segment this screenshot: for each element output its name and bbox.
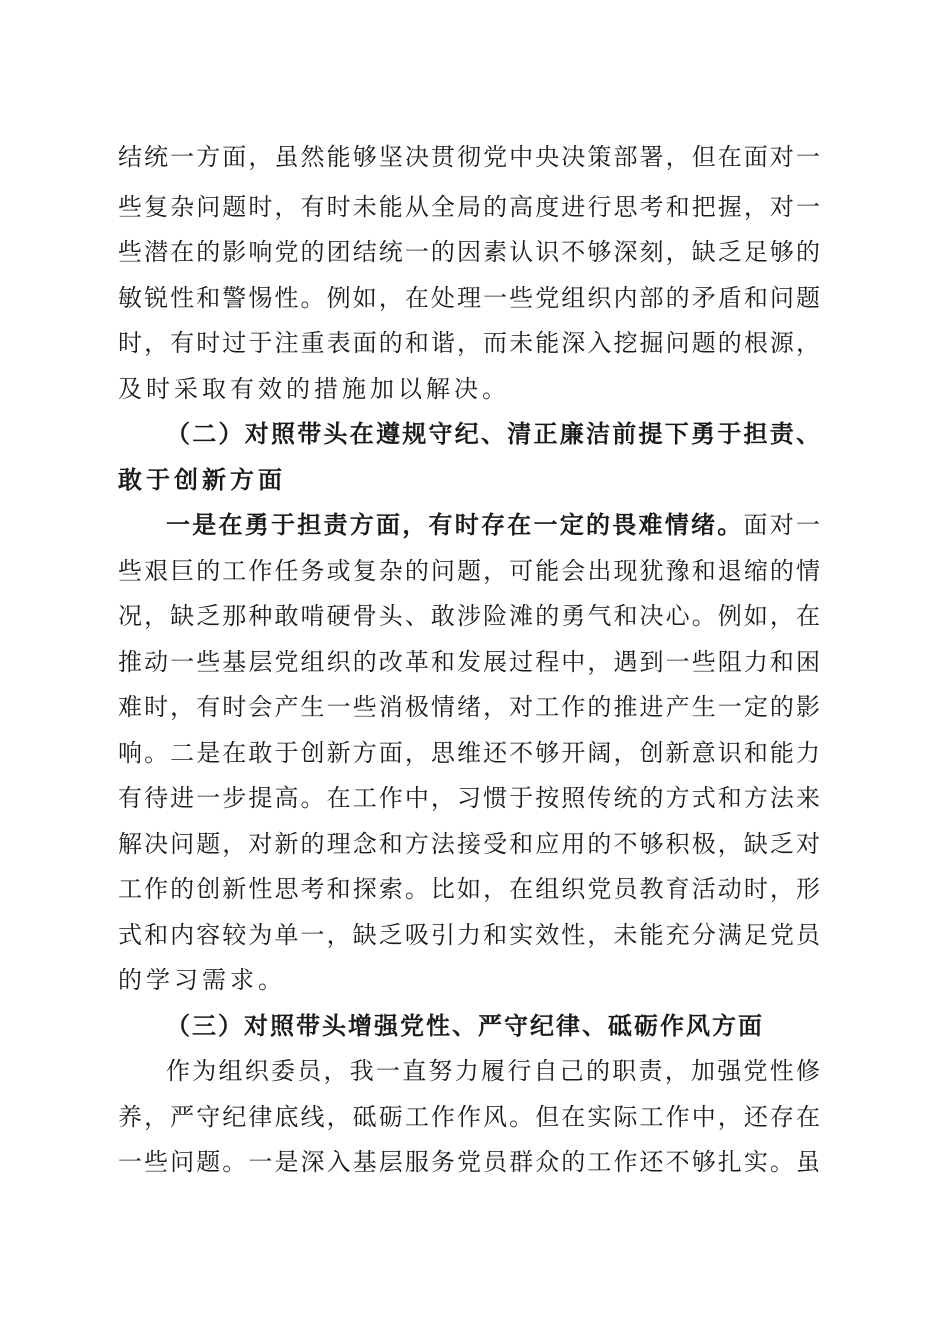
paragraph-2-line-8: 解决问题，对新的理念和方法接受和应用的不够积极，缺乏对 [118,830,820,858]
paragraph-2-line-2: 些艰巨的工作任务或复杂的问题，可能会出现犹豫和退缩的情 [118,557,820,585]
paragraph-2-line-10: 式和内容较为单一，缺乏吸引力和实效性，未能充分满足党员 [118,921,820,949]
paragraph-1-line-4: 敏锐性和警惕性。例如，在处理一些党组织内部的矛盾和问题 [118,284,820,312]
paragraph-2-line-1-rest: 面对一 [743,511,820,539]
paragraph-2-line-3: 况，缺乏那种敢啃硬骨头、敢涉险滩的勇气和决心。例如，在 [118,602,820,630]
paragraph-2-line-6: 响。二是在敢于创新方面，思维还不够开阔，创新意识和能力 [118,739,820,767]
paragraph-3-line-1: 作为组织委员，我一直努力履行自己的职责，加强党性修 [166,1057,820,1085]
paragraph-1-line-2: 些复杂问题时，有时未能从全局的高度进行思考和把握，对一 [118,193,820,221]
paragraph-1-line-5: 时，有时过于注重表面的和谐，而未能深入挖掘问题的根源， [118,329,820,357]
paragraph-2-line-5: 难时，有时会产生一些消极情绪，对工作的推进产生一定的影 [118,693,820,721]
paragraph-2-line-9: 工作的创新性思考和探索。比如，在组织党员教育活动时，形 [118,875,820,903]
paragraph-2-lead-sentence: 一是在勇于担责方面，有时存在一定的畏难情绪。 [166,510,744,539]
section-heading-2-line-2: 敢于创新方面 [118,465,286,494]
paragraph-2-line-1 [166,505,820,545]
paragraph-3-line-2: 养，严守纪律底线，砥砺工作作风。但在实际工作中，还存在 [118,1103,820,1131]
paragraph-1-line-6: 及时采取有效的措施加以解决。 [118,375,510,403]
section-heading-3: （三）对照带头增强党性、严守纪律、砥砺作风方面 [166,1011,764,1040]
paragraph-2-line-7: 有待进一步提高。在工作中，习惯于按照传统的方式和方法来 [118,784,820,812]
paragraph-2-line-11: 的学习需求。 [118,966,286,994]
section-heading-2-line-1: （二）对照带头在遵规守纪、清正廉洁前提下勇于担责、 [166,419,820,448]
paragraph-1-line-3: 些潜在的影响党的团结统一的因素认识不够深刻，缺乏足够的 [118,238,820,266]
paragraph-3-line-3: 一些问题。一是深入基层服务党员群众的工作还不够扎实。虽 [118,1148,820,1176]
paragraph-1-line-1: 结统一方面，虽然能够坚决贯彻党中央决策部署，但在面对一 [118,143,820,171]
paragraph-2-line-4: 推动一些基层党组织的改革和发展过程中，遇到一些阻力和困 [118,648,820,676]
